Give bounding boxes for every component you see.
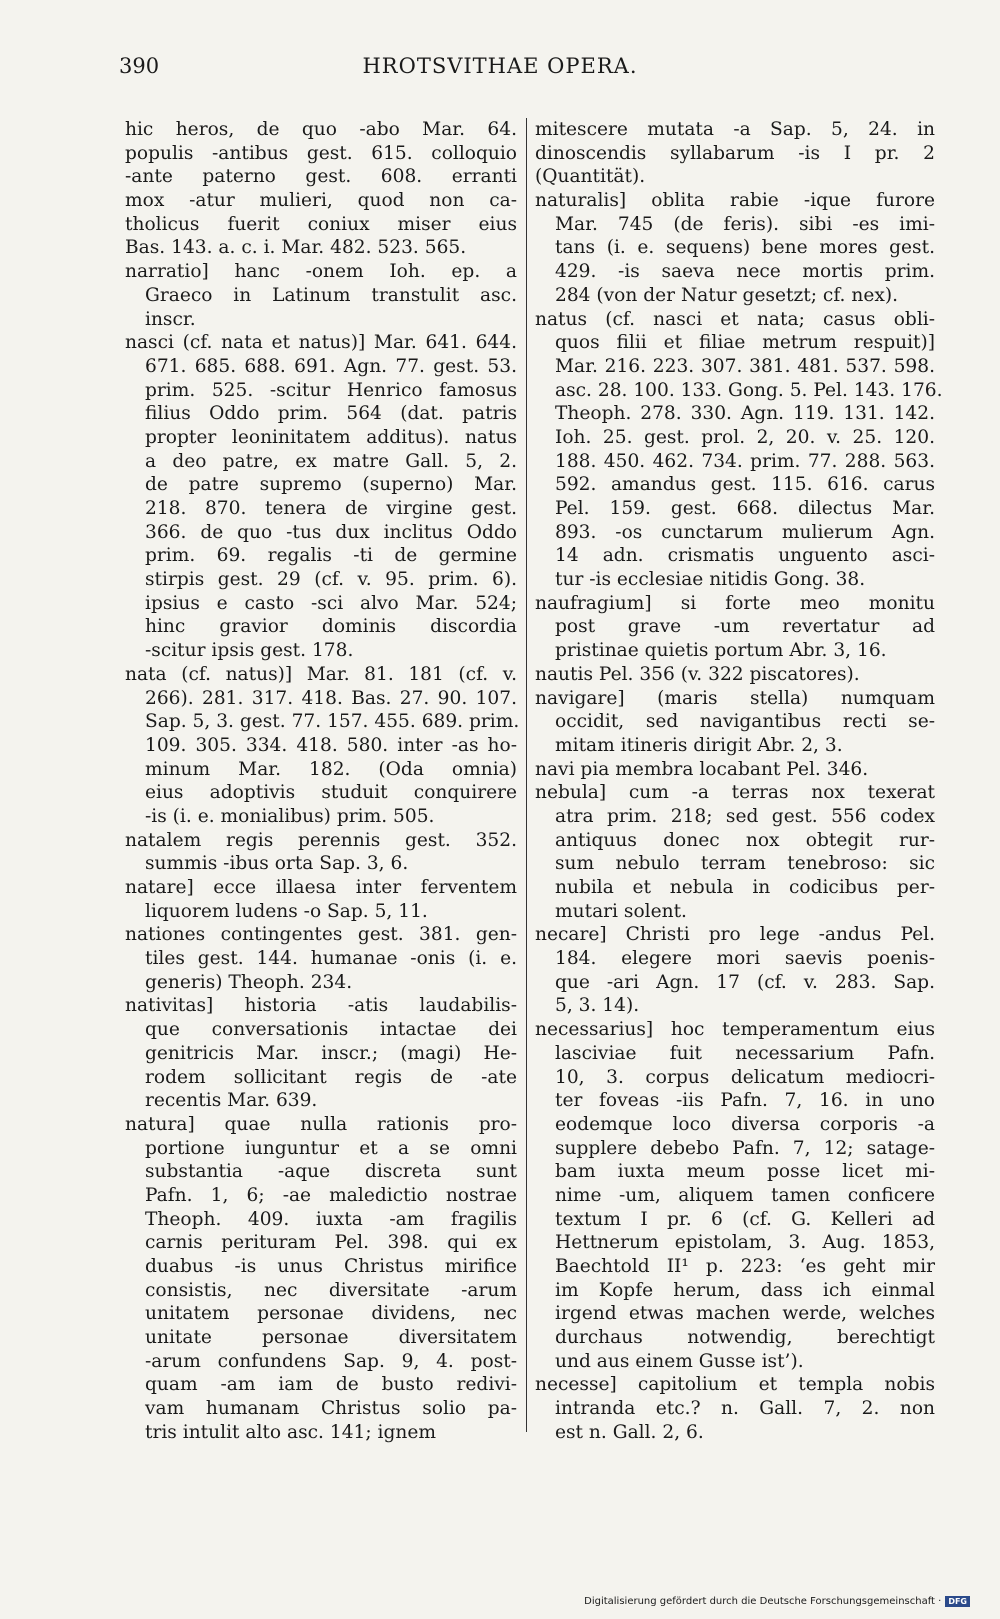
text-line: durchaus notwendig, berechtigt <box>555 1327 935 1349</box>
text-line: 109. 305. 334. 418. 580. inter -as ho- <box>145 734 517 756</box>
text-line: nata (cf. natus)] Mar. 81. 181 (cf. v. <box>125 663 517 685</box>
text-line: populis -antibus gest. 615. colloquio <box>125 142 517 164</box>
text-line: liquorem ludens -o Sap. 5, 11. <box>145 900 428 922</box>
text-line: quos filii et filiae metrum respuit)] <box>555 332 935 354</box>
text-line: recentis Mar. 639. <box>145 1090 318 1112</box>
text-line: occidit, sed navigantibus recti se- <box>555 711 935 733</box>
text-line: intranda etc.? n. Gall. 7, 2. non <box>555 1398 935 1420</box>
text-line: necessarius] hoc temperamentum eius <box>535 1019 935 1041</box>
text-line: nationes contingentes gest. 381. gen- <box>125 924 517 946</box>
text-line: irgend etwas machen werde, welches <box>555 1303 935 1325</box>
column-divider <box>526 118 527 1432</box>
text-line: nasci (cf. nata et natus)] Mar. 641. 644. <box>125 332 517 354</box>
text-line: naufragium] si forte meo monitu <box>535 592 935 614</box>
text-line: im Kopfe herum, dass ich einmal <box>555 1279 935 1301</box>
text-line: necesse] capitolium et templa nobis <box>535 1374 935 1396</box>
text-line: que conversationis intactae dei <box>145 1019 517 1041</box>
text-line: inscr. <box>145 308 196 330</box>
text-line: Mar. 745 (de feris). sibi -es imi- <box>555 213 935 235</box>
text-line: nativitas] historia -atis laudabilis- <box>125 995 517 1017</box>
text-line: nime -um, aliquem tamen conficere <box>555 1184 935 1206</box>
text-line: bam iuxta meum posse licet mi- <box>555 1161 935 1183</box>
text-line: 5, 3. 14). <box>555 995 640 1017</box>
text-line: -is (i. e. monialibus) prim. 505. <box>145 805 435 827</box>
text-line: unitate personae diversitatem <box>145 1327 517 1349</box>
text-line: est n. Gall. 2, 6. <box>555 1421 704 1443</box>
text-line: carnis perituram Pel. 398. qui ex <box>145 1232 517 1254</box>
text-line: natalem regis perennis gest. 352. <box>125 829 517 851</box>
text-line: sum nebulo terram tenebroso: sic <box>555 853 935 875</box>
text-line: 429. -is saeva nece mortis prim. <box>555 261 935 283</box>
text-line: narratio] hanc -onem Ioh. ep. a <box>125 261 517 283</box>
text-line: mitam itineris dirigit Abr. 2, 3. <box>555 734 843 756</box>
text-line: hic heros, de quo -abo Mar. 64. <box>125 119 517 140</box>
text-line: -arum confundens Sap. 9, 4. post- <box>145 1350 517 1372</box>
text-line: Hettnerum epistolam, 3. Aug. 1853, <box>555 1232 935 1254</box>
running-title: HROTSVITHAE OPERA. <box>362 54 638 78</box>
text-line: tiles gest. 144. humanae -onis (i. e. <box>145 948 517 970</box>
text-line: propter leoninitatem additus). natus <box>145 426 517 448</box>
text-line: Baechtold II¹ p. 223: ‘es geht mir <box>555 1256 935 1277</box>
text-line: rodem sollicitant regis de -ate <box>145 1066 517 1088</box>
text-line: stirpis gest. 29 (cf. v. 95. prim. 6). <box>145 569 517 591</box>
text-line: Sap. 5, 3. gest. 77. 157. 455. 689. prim. <box>145 711 520 733</box>
text-line: minum Mar. 182. (Oda omnia) <box>145 758 517 780</box>
text-line: Pafn. 1, 6; -ae maledictio nostrae <box>145 1184 517 1206</box>
text-line: atra prim. 218; sed gest. 556 codex <box>555 805 935 827</box>
text-line: ter foveas -iis Pafn. 7, 16. in uno <box>555 1090 935 1112</box>
text-line: textum I pr. 6 (cf. G. Kelleri ad <box>555 1208 935 1230</box>
text-line: asc. 28. 100. 133. Gong. 5. Pel. 143. 176. <box>555 379 943 401</box>
text-line: que -ari Agn. 17 (cf. v. 283. Sap. <box>555 971 935 993</box>
text-line: tholicus fuerit coniux miser eius <box>125 213 517 235</box>
text-line: mitescere mutata -a Sap. 5, 24. in <box>535 119 935 140</box>
text-line: a deo patre, ex matre Gall. 5, 2. <box>145 450 517 472</box>
text-line: (Quantität). <box>535 166 646 188</box>
text-line: prim. 69. regalis -ti de germine <box>145 545 517 567</box>
text-line: genitricis Mar. inscr.; (magi) He- <box>145 1042 517 1064</box>
text-line: 366. de quo -tus dux inclitus Oddo <box>145 521 517 543</box>
text-line: 592. amandus gest. 115. 616. carus <box>555 474 935 496</box>
text-line: natus (cf. nasci et nata; casus obli- <box>535 308 935 330</box>
text-line: natura] quae nulla rationis pro- <box>125 1113 517 1135</box>
text-line: ipsius e casto -sci alvo Mar. 524; <box>145 592 517 614</box>
dfg-logo: DFG <box>945 1596 970 1607</box>
left-column <box>125 118 520 1445</box>
text-line: 184. elegere mori saevis poenis- <box>555 948 935 970</box>
text-line: 10, 3. corpus delicatum mediocri- <box>555 1066 935 1088</box>
text-line: prim. 525. -scitur Henrico famosus <box>145 379 517 401</box>
text-line: mutari solent. <box>555 900 687 922</box>
text-line: 284 (von der Natur gesetzt; cf. nex). <box>555 284 898 306</box>
text-line: Mar. 216. 223. 307. 381. 481. 537. 598. <box>555 355 935 377</box>
footer-credit <box>584 1596 970 1607</box>
text-line: duabus -is unus Christus mirifice <box>145 1256 517 1277</box>
text-line: navigare] (maris stella) numquam <box>535 687 935 709</box>
right-column <box>535 118 943 1445</box>
text-line: lasciviae fuit necessarium Pafn. <box>555 1042 935 1064</box>
text-line: summis -ibus orta Sap. 3, 6. <box>145 853 409 875</box>
text-line: 671. 685. 688. 691. Agn. 77. gest. 53. <box>145 355 517 377</box>
text-line: antiquus donec nox obtegit rur- <box>555 829 935 851</box>
text-line: naturalis] oblita rabie -ique furore <box>535 190 935 212</box>
text-line: filius Oddo prim. 564 (dat. patris <box>145 403 517 425</box>
text-line: Bas. 143. a. c. i. Mar. 482. 523. 565. <box>125 237 467 259</box>
text-line: mox -atur mulieri, quod non ca- <box>125 190 517 212</box>
text-line: -scitur ipsis gest. 178. <box>145 640 354 662</box>
text-line: tur -is ecclesiae nitidis Gong. 38. <box>555 569 866 591</box>
text-line: eius adoptivis studuit conquirere <box>145 782 517 804</box>
text-line: Ioh. 25. gest. prol. 2, 20. v. 25. 120. <box>555 426 935 448</box>
text-line: unitatem personae dividens, nec <box>145 1303 517 1325</box>
page-header <box>0 54 1000 90</box>
text-line: navi pia membra locabant Pel. 346. <box>535 758 869 780</box>
text-line: post grave -um revertatur ad <box>555 616 935 638</box>
text-line: Theoph. 278. 330. Agn. 119. 131. 142. <box>555 403 935 425</box>
text-line: hinc gravior dominis discordia <box>145 616 517 638</box>
text-line: nubila et nebula in codicibus per- <box>555 877 935 898</box>
text-line: quam -am iam de busto redivi- <box>145 1374 517 1396</box>
text-line: 188. 450. 462. 734. prim. 77. 288. 563. <box>555 450 935 472</box>
text-line: consistis, nec diversitate -arum <box>145 1279 517 1301</box>
text-line: de patre supremo (superno) Mar. <box>145 474 517 496</box>
text-line: eodemque loco diversa corporis -a <box>555 1113 935 1135</box>
text-line: 14 adn. crismatis unguento asci- <box>555 545 935 567</box>
text-line: vam humanam Christus solio pa- <box>145 1398 517 1420</box>
text-line: tans (i. e. sequens) bene mores gest. <box>555 237 935 259</box>
text-line: nautis Pel. 356 (v. 322 piscatores). <box>535 663 860 685</box>
text-line: generis) Theoph. 234. <box>145 971 353 993</box>
page-number: 390 <box>119 54 160 78</box>
text-line: necare] Christi pro lege -andus Pel. <box>535 924 935 946</box>
text-line: nebula] cum -a terras nox texerat <box>535 782 935 804</box>
text-line: 218. 870. tenera de virgine gest. <box>145 498 517 519</box>
text-line: 266). 281. 317. 418. Bas. 27. 90. 107. <box>145 687 517 709</box>
footer-credit-text: Digitalisierung gefördert durch die Deutsche Forschungsgemeinschaft · <box>584 1596 942 1607</box>
text-line: substantia -aque discreta sunt <box>145 1161 517 1183</box>
text-line: natare] ecce illaesa inter ferventem <box>125 877 517 898</box>
text-line: supplere debebo Pafn. 7, 12; satage- <box>555 1137 935 1159</box>
text-line: portione iunguntur et a se omni <box>145 1137 517 1159</box>
text-line: tris intulit alto asc. 141; ignem <box>145 1421 436 1443</box>
text-line: Graeco in Latinum transtulit asc. <box>145 284 517 306</box>
text-line: pristinae quietis portum Abr. 3, 16. <box>555 640 887 662</box>
text-line: dinoscendis syllabarum -is I pr. 2 <box>535 142 935 164</box>
text-line: und aus einem Gusse ist’). <box>555 1350 804 1372</box>
text-line: 893. -os cunctarum mulierum Agn. <box>555 521 935 543</box>
text-line: Theoph. 409. iuxta -am fragilis <box>145 1208 517 1230</box>
text-line: Pel. 159. gest. 668. dilectus Mar. <box>555 498 935 519</box>
text-line: -ante paterno gest. 608. erranti <box>125 166 517 188</box>
